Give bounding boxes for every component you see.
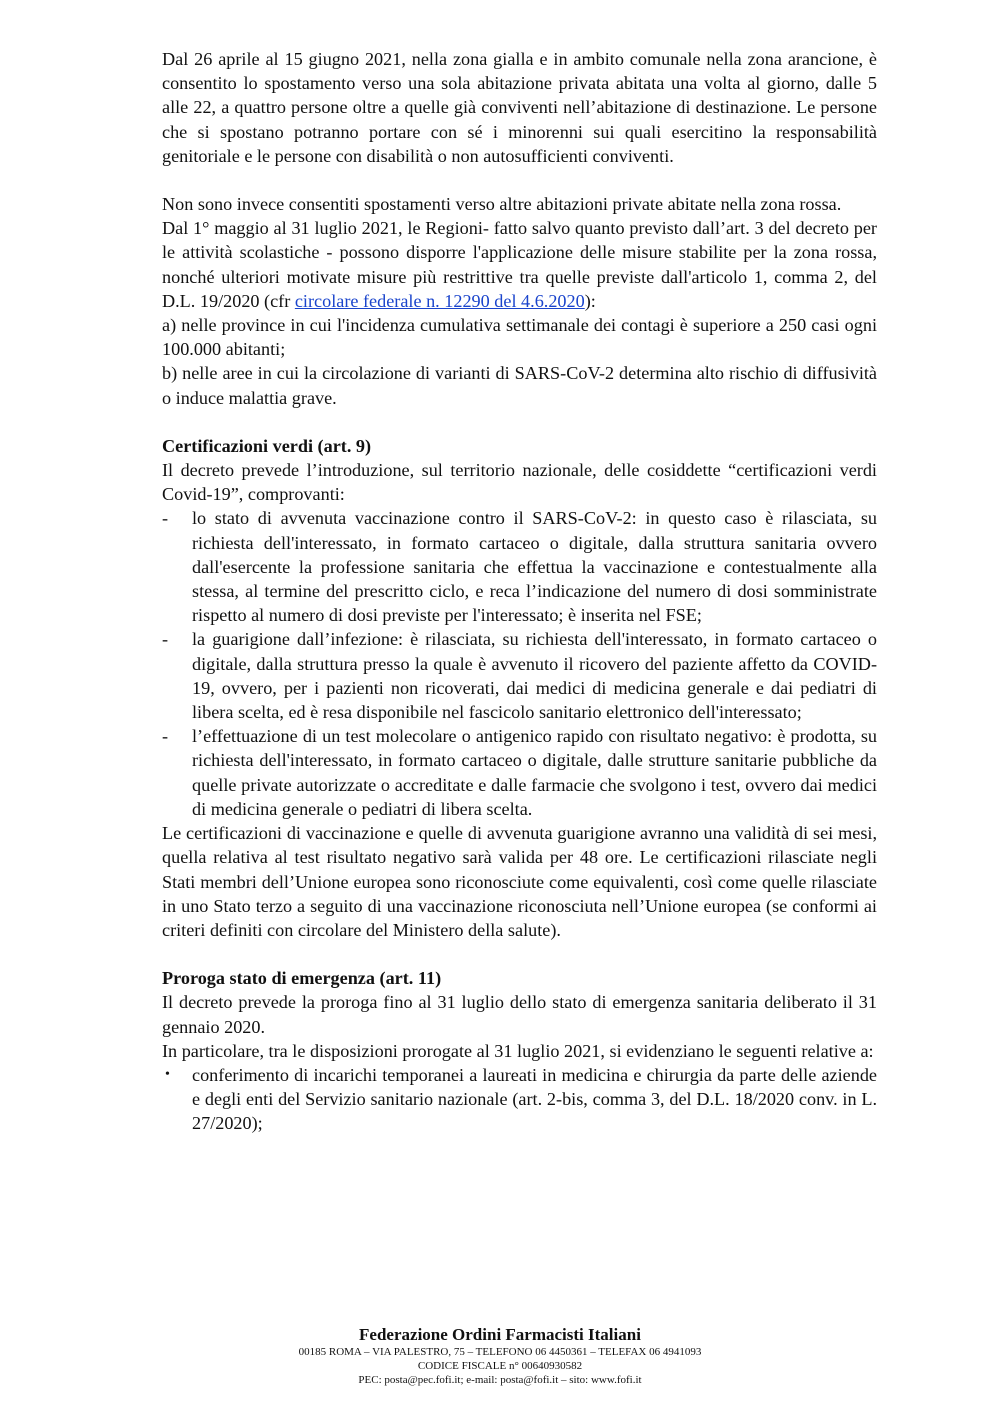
- bullet-marker: •: [165, 1066, 170, 1082]
- dash-marker: -: [162, 508, 169, 529]
- paragraph-disposizioni: In particolare, tra le disposizioni prorogate al 31 luglio 2021, si evidenziano le seguenti relative a:: [162, 1040, 874, 1061]
- footer-fiscal-code: CODICE FISCALE n° 00640930582: [417, 1360, 583, 1372]
- paragraph-certificazioni-intro: Il decreto prevede l’introduzione, sul territorio nazionale, delle cosiddette “certificazioni verdi Covid-19”, comprovanti:: [162, 460, 877, 505]
- list-item-text: la guarigione dall’infezione: è rilasciata, su richiesta dell'interessato, in formato cartaceo o digitale, dalla struttura presso la quale è avvenuto il ricovero del paziente affetto da COVID-19, ovvero, per i pazienti non ricoverati, dai medici di medicina generale e dai pediatri di libera scelta, ed è resa disponibile nel fascicolo sanitario elettronico dell'interessato;: [192, 629, 877, 723]
- paragraph-condition-b: b) nelle aree in cui la circolazione di varianti di SARS-CoV-2 determina alto rischio di diffusività o induce malattia grave.: [162, 363, 877, 408]
- spacer: [162, 942, 877, 966]
- list-item-text: lo stato di avvenuta vaccinazione contro il SARS-CoV-2: in questo caso è rilasciata, su richiesta dell'interessato, in formato cartaceo o digitale, dalla struttura sanitaria ovvero dall'esercente la professione sanitaria che effettua la vaccinazione e contestualmente alla stessa, al termine del prescritto ciclo, e reca l’indicazione del numero di dosi somministrate rispetto al numero di dosi previste per l'interessato; è inserita nel FSE;: [192, 508, 877, 626]
- proroga-list: [162, 1063, 877, 1136]
- certificazioni-list: [162, 506, 877, 821]
- dash-marker: -: [162, 629, 169, 650]
- document-body: [162, 47, 877, 1136]
- paragraph-condition-a: a) nelle province in cui l'incidenza cumulativa settimanale dei contagi è superiore a 250 casi ogni 100.000 abitanti;: [162, 315, 877, 360]
- letterhead-footer: [0, 1325, 1000, 1387]
- list-item: [162, 627, 877, 724]
- regioni-text-end: ):: [584, 290, 596, 311]
- list-item: [162, 1063, 877, 1136]
- list-item-text: l’effettuazione di un test molecolare o antigenico rapido con risultato negativo: è prodotta, su richiesta dell'interessato, in formato cartaceo o digitale, dalle strutture sanitarie pubbliche da quelle private autorizzate o accreditate e dalle farmacie che svolgono i test, ovvero dai medici di medicina generale o pediatri di libera scelta.: [192, 726, 877, 819]
- list-item: [162, 724, 877, 821]
- heading-proroga-emergenza: Proroga stato di emergenza (art. 11): [162, 968, 442, 989]
- circolare-link[interactable]: circolare federale n. 12290 del 4.6.2020: [294, 290, 585, 311]
- regioni-text: Dal 1° maggio al 31 luglio 2021, le Regioni- fatto salvo quanto previsto dall’art. 3 del decreto per le attività scolastiche - possono disporre l'applicazione delle misure stabilite per la zona rossa, nonché ulteriori motivate misure più restrittive tra quelle previste dall'articolo 1, comma 2, del D.L. 19/2020 (cfr: [162, 218, 877, 311]
- spacer: [162, 410, 877, 434]
- list-item: [162, 506, 877, 627]
- footer-contacts: PEC: posta@pec.fofi.it; e-mail: posta@fofi.it – sito: www.fofi.it: [358, 1374, 642, 1386]
- organization-name: Federazione Ordini Farmacisti Italiani: [359, 1325, 641, 1344]
- paragraph-regioni: [162, 216, 877, 313]
- paragraph-certificazioni-validita: Le certificazioni di vaccinazione e quelle di avvenuta guarigione avranno una validità di sei mesi, quella relativa al test risultato negativo sarà valida per 48 ore. Le certificazioni rilasciate negli Stati membri dell’Unione europea sono riconosciute come equivalenti, così come quelle rilasciate in uno Stato terzo a seguito di una vaccinazione riconosciuta nell’Unione europea (se conformi ai criteri definiti con circolare del Ministero della salute).: [162, 823, 877, 940]
- heading-certificazioni-verdi: Certificazioni verdi (art. 9): [162, 435, 372, 456]
- paragraph-spostamenti: Dal 26 aprile al 15 giugno 2021, nella zona gialla e in ambito comunale nella zona arancione, è consentito lo spostamento verso una sola abitazione privata abitata una volta al giorno, dalle 5 alle 22, a quattro persone oltre a quelle già conviventi nell’abitazione di destinazione. Le persone che si spostano potranno portare con sé i minorenni sui quali esercitino la responsabilità genitoriale e le persone con disabilità o non autosufficienti conviventi.: [162, 49, 877, 166]
- dash-marker: -: [162, 726, 169, 747]
- paragraph-zona-rossa: Non sono invece consentiti spostamenti verso altre abitazioni private abitate nella zona rossa.: [162, 194, 842, 215]
- paragraph-proroga: Il decreto prevede la proroga fino al 31 luglio dello stato di emergenza sanitaria deliberato il 31 gennaio 2020.: [162, 992, 877, 1037]
- footer-address: 00185 ROMA – VIA PALESTRO, 75 – TELEFONO 06 4450361 – TELEFAX 06 4941093: [298, 1346, 702, 1358]
- list-item-text: conferimento di incarichi temporanei a laureati in medicina e chirurgia da parte delle aziende e degli enti del Servizio sanitario nazionale (art. 2-bis, comma 3, del D.L. 18/2020 conv. in L. 27/2020);: [192, 1064, 877, 1134]
- spacer: [162, 168, 877, 192]
